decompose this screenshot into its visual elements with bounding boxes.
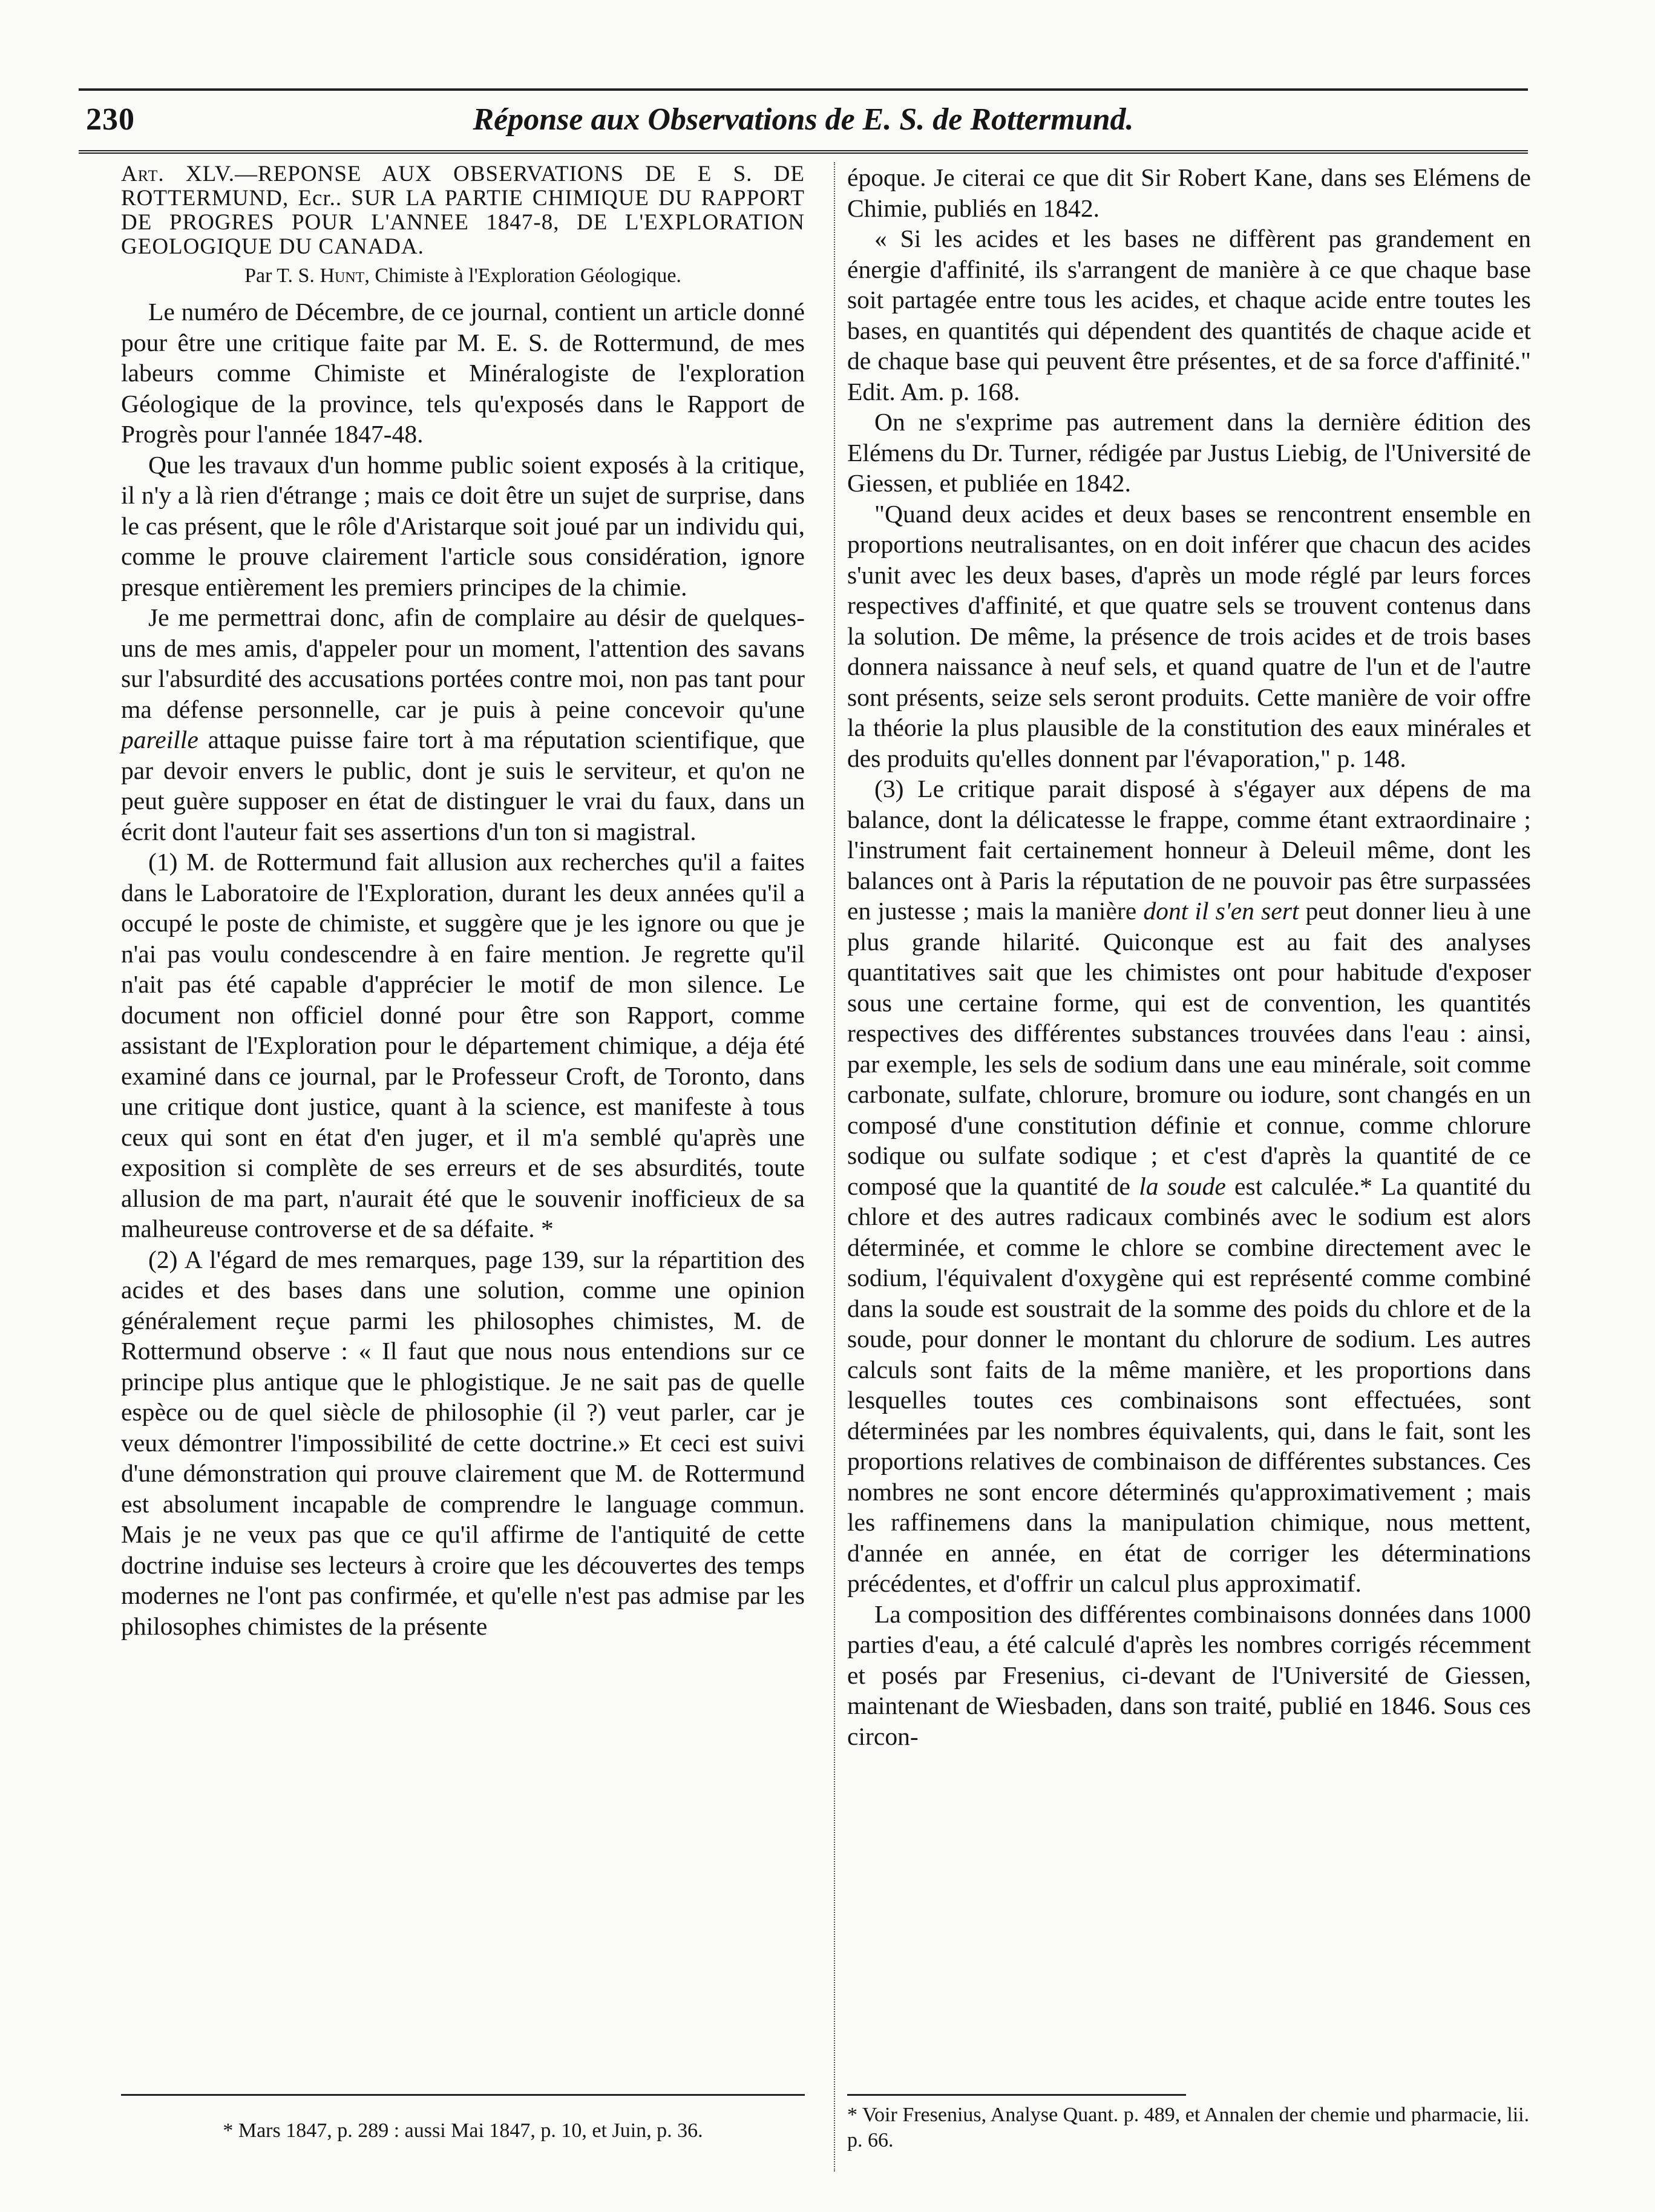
paragraph: « Si les acides et les bases ne diffèrent pas grandement en énergie d'affinité, ils s'arrangent de manière à ce que chaque base soit partagée entre tous les acides, et chaque acide entre toutes les bases, en quantités qui dépendent des quantités de chaque acide et de chaque base qui peuvent être présentes, et de sa force d'affinité." Edit. Am. p. 168. — [847, 225, 1531, 405]
paragraph: (2) A l'égard de mes remarques, page 139, sur la répartition des acides et des bases dans une solution, comme une opinion généralement reçue parmi les philosophes chimistes, M. de Rottermund observe : « Il faut que nous nous entendions sur ce principe plus antique que le phlogistique. Je ne sait pas de quelle espèce ou de quel siècle de philosophie (il ?) veut parler, car je veux démontrer l'impossibilité de cette doctrine.» Et ceci est suivi d'une démonstration qui prouve clairement que M. de Rottermund est absolument incapable de comprendre le language commun. Mais je ne veux pas que ce qu'il affirme de l'antiquité de cette doctrine induise ses lecteurs à croire que les découvertes des temps modernes ne l'ont pas confirmée, et qu'elle n'est pas admise par les philosophes chimistes de la présente — [121, 1245, 805, 1640]
paragraph: époque. Je citerai ce que dit Sir Robert Kane, dans ses Elémens de Chimie, publiés en 1842. — [847, 163, 1531, 222]
page-header — [79, 102, 1528, 144]
paragraph-text: peut donner lieu à une plus grande hilarité. Quiconque est au fait des analyses quantitatives sait que les chimistes ont pour habitude d'exposer sous une certaine forme, qui est de convention, les quantités respectives des différentes substances trouvées dans l'eau : ainsi, par exemple, les sels de sodium dans une eau minérale, soit comme carbonate, sulfate, chlorure, bromure ou iodure, sont changés en un composé d'une constitution définie et connue, comme chlorure sodique ou sulfate sodique ; et c'est d'après la quantité de ce composé que la quantité de — [847, 897, 1531, 1200]
footnote-left: * Mars 1847, p. 289 : aussi Mai 1847, p. 10, et Juin, p. 36. — [223, 2119, 703, 2142]
footnote-rule-left — [121, 2094, 805, 2096]
byline-prefix: Par T. S. — [244, 264, 315, 287]
paragraph: Le numéro de Décembre, de ce journal, contient un article donné pour être une critique faite par M. E. S. de Rottermund, de mes labeurs comme Chimiste et Minéralogiste de l'exploration Géologique de la province, tels qu'exposés dans le Rapport de Progrès pour l'année 1847-48. — [121, 298, 805, 448]
paragraph-text: attaque puisse faire tort à ma réputation scientifique, que par devoir envers le public, dont je suis le serviteur, et qu'on ne peut guère supposer en état de distinguer le vrai du faux, dans un écrit dont l'auteur fait ses assertions d'un ton si magistral. — [121, 726, 805, 845]
paragraph: "Quand deux acides et deux bases se rencontrent ensemble en proportions neutralisantes, on en doit inférer que chacun des acides s'unit avec les deux bases, d'après un mode réglé par leurs forces respectives d'affinité, et que quatre sels se trouvent contenus dans la solution. De même, la présence de trois acides et de trois bases donnera naissance à neuf sels, et quand quatre de l'un et de l'autre sont présents, seize sels seront produits. Cette manière de voir offre la théorie la plus plausible de la constitution des eaux minérales et des produits qu'elles donnent par l'évaporation," p. 148. — [847, 499, 1531, 772]
paragraph — [121, 602, 805, 847]
emphasis-text: pareille — [121, 726, 198, 753]
footnote-right: * Voir Fresenius, Analyse Quant. p. 489, et Annalen der chemie und pharmacie, lii. p. 66. — [847, 2104, 1530, 2151]
paragraph: La composition des différentes combinaisons données dans 1000 parties d'eau, a été calculé d'après les nombres corrigés récemment et posés par Fresenius, ci-devant de l'Université de Giessen, maintenant de Wiesbaden, dans son traité, publié en 1846. Sous ces circon- — [847, 1600, 1531, 1750]
header-rule — [79, 150, 1528, 154]
paragraph-text: est calculée.* La quantité du chlore et des autres radicaux combinés avec le sodium est alors déterminée, et comme le chlore se combine directement avec le sodium, l'équivalent d'oxygène qui est représenté comme combiné dans la soude est soustrait de la somme des poids du chlore et de la soude, pour donner le montant du chlorure de sodium. Les autres calculs sont faits de la même manière, et les proportions dans lesquelles toutes ces combinaisons sont effectuées, sont déterminées par les nombres équivalents, qui, dans le fait, sont les proportions relatives de combinaison de différentes substances. Ces nombres ne sont encore déterminés qu'approximativement ; mais les raffinemens dans la manipulation chimique, nous mettent, d'année en année, en état de corriger les déterminations précédentes, et d'offrir un calcul plus approximatif. — [847, 1172, 1531, 1597]
byline-suffix: , Chimiste à l'Exploration Géologique. — [364, 264, 681, 287]
paragraph-text: Je me permettrai donc, afin de complaire au désir de quelques-uns de mes amis, d'appeler pour un moment, l'attention des savans sur l'absurdité des accusations portées contre moi, non pas tant pour ma défense personnelle, car je puis à peine concevoir qu'une — [121, 603, 805, 723]
article-title — [121, 162, 805, 259]
emphasis-text: la soude — [1139, 1172, 1226, 1200]
article-label: Art. XLV. — [121, 162, 235, 186]
left-column — [121, 162, 805, 1641]
article-byline — [121, 263, 805, 289]
paragraph-text: (3) Le critique parait disposé à s'égayer aux dépens de ma balance, dont la délicatesse le frappe, comme étant extraordinaire ; l'instrument fait certainement honneur à Deleuil même, dont les balances ont à Paris la réputation de ne pouvoir pas être surpassées en justesse ; mais la manière — [847, 775, 1531, 925]
column-divider — [834, 162, 835, 2171]
footnote-rule-right — [847, 2094, 1186, 2096]
byline-author: Hunt — [320, 264, 365, 287]
emphasis-text: dont il s'en sert — [1143, 897, 1299, 925]
paragraph: (1) M. de Rottermund fait allusion aux recherches qu'il a faites dans le Laboratoire de l'Exploration, durant les deux années qu'il a occupé le poste de chimiste, et suggère que je les ignore ou que je n'ai pas voulu condescendre à en faire mention. Je regrette qu'il n'ait pas été capable d'apprécier le motif de mon silence. Le document non officiel donné pour être son Rapport, comme assistant de l'Exploration pour le département chimique, a déja été examiné dans ce journal, par le Professeur Croft, de Toronto, dans une critique dont justice, quant à la science, est manifeste à tous ceux qui sont en état d'en juger, et il m'a semblé qu'après une exposition si complète de ses erreurs et de ses absurdités, toute allusion de ma part, n'aurait été que le souvenir inofficieux de sa malheureuse controverse et de sa défaite. * — [121, 848, 805, 1242]
article-title-text: —REPONSE AUX OBSERVATIONS DE E S. DE ROTTERMUND, Ecr.. SUR LA PARTIE CHIMIQUE DU RAPPORT DE PROGRES POUR L'ANNEE 1847-8, DE L'EXPLORATION GEOLOGIQUE DU CANADA. — [121, 162, 805, 259]
paragraph: On ne s'exprime pas autrement dans la dernière édition des Elémens du Dr. Turner, rédigée par Justus Liebig, de l'Université de Giessen, et publiée en 1842. — [847, 408, 1531, 497]
top-rule — [79, 88, 1528, 91]
paragraph: Que les travaux d'un homme public soient exposés à la critique, il n'y a là rien d'étrange ; mais ce doit être un sujet de surprise, dans le cas présent, que le rôle d'Aristarque soit joué par un individu qui, comme le prouve clairement l'article sous considération, ignore presque entièrement les premiers principes de la chimie. — [121, 450, 805, 601]
running-title: Réponse aux Observations de E. S. de Rottermund. — [473, 102, 1134, 137]
page-number: 230 — [86, 102, 135, 137]
paragraph — [847, 773, 1531, 1599]
right-column — [847, 162, 1531, 1751]
